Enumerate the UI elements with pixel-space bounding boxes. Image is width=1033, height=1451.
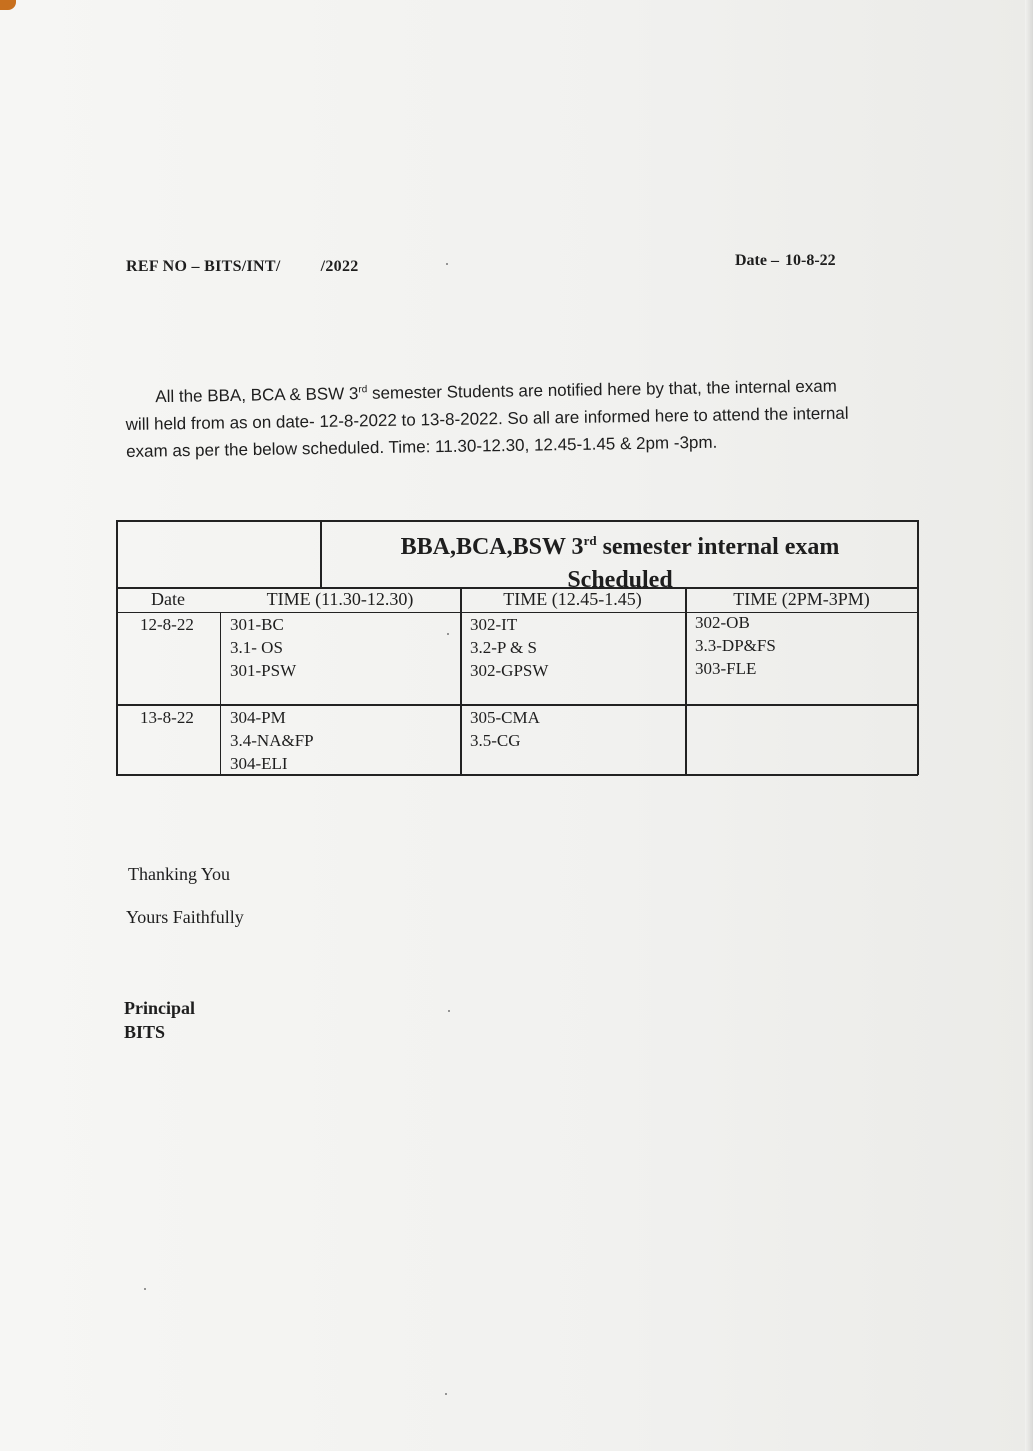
table-cell-text: 301-PSW — [230, 661, 297, 680]
table-cell-text: 303-FLE — [695, 659, 757, 678]
corner-mark — [0, 0, 16, 10]
table-border-top — [116, 520, 918, 522]
thanking-line: Thanking You — [128, 864, 231, 884]
col-divider-2 — [460, 588, 462, 775]
ref-year: /2022 — [320, 258, 359, 275]
col-divider-1 — [220, 612, 221, 775]
table-cell-text: 301-BC — [230, 615, 284, 634]
table-cell-text: 302-OB — [695, 613, 750, 632]
table-border-left — [116, 520, 118, 775]
row2-slot2 — [470, 706, 540, 752]
table-cell-text: 3.2-P & S — [470, 638, 537, 657]
table-cell-text: 305-CMA — [470, 708, 540, 727]
col-header-slot3: TIME (2PM-3PM) — [733, 589, 870, 609]
page-edge — [1025, 0, 1033, 1451]
schedule-title — [322, 524, 918, 597]
schedule-title-rest: semester internal exam — [596, 534, 840, 560]
row2-date: 13-8-22 — [140, 708, 194, 727]
table-cell-text: 3.4-NA&FP — [230, 731, 314, 750]
paper-speck — [445, 1393, 447, 1395]
col-header-date: Date — [151, 589, 185, 609]
document-date — [735, 252, 836, 270]
schedule-title-text: BBA,BCA,BSW 3 — [400, 534, 584, 560]
paper-speck — [448, 1010, 450, 1012]
row2-slot1 — [230, 706, 314, 775]
table-cell-text: 3.3-DP&FS — [695, 636, 776, 655]
signatory-title: Principal — [124, 998, 195, 1018]
col-divider-3 — [685, 588, 687, 775]
signatory-block — [124, 996, 195, 1044]
schedule-title-sup: rd — [583, 533, 597, 548]
table-cell-text: 302-IT — [470, 615, 518, 634]
table-cell-text: 304-ELI — [230, 754, 288, 773]
table-cell-text: 3.1- OS — [230, 638, 283, 657]
notice-line-3: exam as per the below scheduled. Time: 11.30-12.30, 12.45-1.45 & 2pm -3pm. — [125, 432, 718, 461]
exam-schedule-table — [116, 520, 918, 775]
paper-speck — [447, 633, 449, 635]
notice-paragraph — [125, 367, 926, 464]
closing-line: Yours Faithfully — [126, 907, 244, 927]
col-header-slot2: TIME (12.45-1.45) — [503, 589, 642, 609]
date-value: 10-8-22 — [784, 252, 836, 269]
date-label: Date – — [735, 252, 779, 269]
notice-superscript: rd — [358, 384, 368, 396]
row1-slot2 — [470, 613, 548, 682]
row1-slot1 — [230, 613, 296, 682]
table-cell-text: 302-GPSW — [470, 661, 549, 680]
table-cell-text: 304-PM — [230, 708, 286, 727]
notice-line-1-text: All the BBA, BCA & BSW 3 — [155, 383, 359, 407]
signatory-org: BITS — [124, 1022, 166, 1042]
row1-slot3 — [695, 611, 776, 680]
notice-line-2: will held from as on date- 12-8-2022 to 13-8-2022. So all are informed here to attend the internal — [125, 403, 849, 434]
schedule-title-line2: Scheduled — [567, 567, 673, 593]
notice-line-1-rest: semester Students are notified here by that, the internal exam — [367, 376, 838, 403]
paper-speck — [446, 263, 448, 265]
reference-number — [126, 258, 359, 276]
col-header-slot1: TIME (11.30-12.30) — [266, 589, 414, 609]
paper-speck — [144, 1288, 146, 1290]
table-cell-text: 3.5-CG — [470, 731, 521, 750]
row1-date: 12-8-22 — [140, 615, 194, 634]
ref-label: REF NO – BITS/INT/ — [126, 258, 281, 275]
